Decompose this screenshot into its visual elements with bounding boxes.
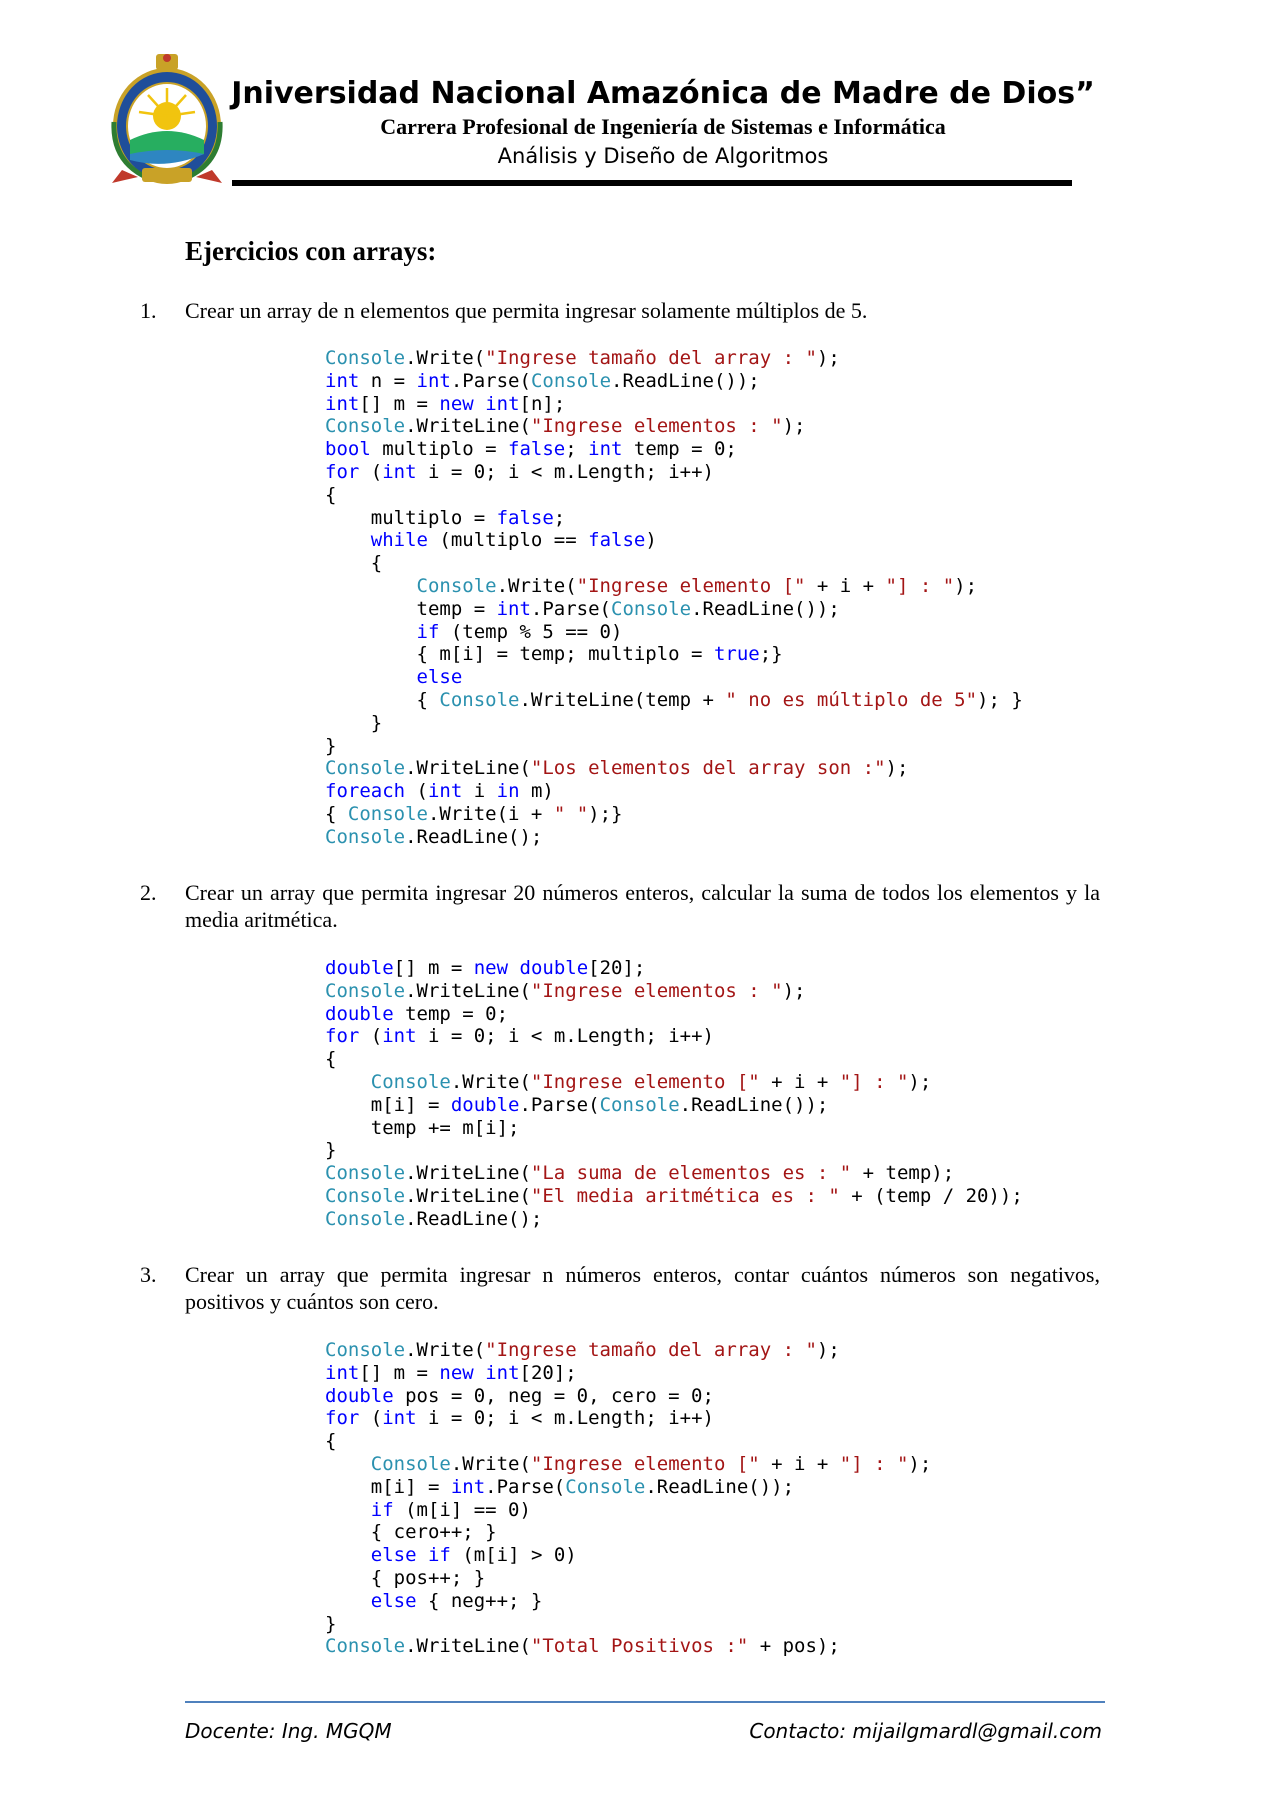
code-line: double pos = 0, neg = 0, cero = 0; — [325, 1384, 714, 1407]
code-line: Console.ReadLine(); — [325, 825, 543, 848]
code-line: Console.WriteLine("Los elementos del array son :"); — [325, 757, 909, 780]
footer-divider — [185, 1701, 1105, 1703]
code-line: Console.ReadLine(); — [325, 1207, 543, 1230]
code-block-1 — [325, 347, 1023, 849]
code-line: while (multiplo == false) — [370, 529, 657, 552]
code-line: else — [416, 666, 463, 689]
exercise-number: 3. — [140, 1262, 157, 1287]
university-seal-icon — [108, 50, 226, 190]
code-line: } — [325, 1612, 337, 1635]
code-line: Console.Write("Ingrese elemento [" + i + "] : "); — [416, 574, 978, 597]
code-line: } — [325, 1139, 337, 1162]
code-line: for (int i = 0; i < m.Length; i++) — [325, 1025, 714, 1048]
code-line: } — [325, 711, 383, 734]
code-line: Console.Write("Ingrese tamaño del array : "); — [325, 1339, 840, 1361]
code-line: m[i] = double.Parse(Console.ReadLine()); — [325, 1093, 829, 1116]
exercise-statement: Crear un array de n elementos que permita ingresar solamente múltiplos de 5. — [185, 298, 868, 323]
footer-teacher: Docente: Ing. MGQM — [185, 1719, 392, 1743]
code-line: if (m[i] == 0) — [370, 1498, 531, 1521]
exercise-3 — [140, 1261, 1100, 1315]
code-line: { — [325, 1430, 337, 1453]
exercise-statement: Crear un array que permita ingresar n números enteros, contar cuántos números son negativos, positivos y cuántos son cero. — [185, 1262, 1100, 1314]
code-block-2 — [325, 957, 1023, 1231]
header-divider — [232, 180, 1072, 186]
code-line: for (int i = 0; i < m.Length; i++) — [325, 460, 714, 483]
code-line: { Console.WriteLine(temp + " no es múltiplo de 5"); } — [325, 688, 1023, 711]
code-line: for (int i = 0; i < m.Length; i++) — [325, 1407, 714, 1430]
exercise-1 — [140, 297, 1100, 324]
code-line: Console.Write("Ingrese elemento [" + i + "] : "); — [370, 1452, 932, 1475]
code-line: int n = int.Parse(Console.ReadLine()); — [325, 369, 760, 392]
code-line: double[] m = new double[20]; — [325, 957, 646, 979]
footer-contact: Contacto: mijailgmardl@gmail.com — [749, 1719, 1102, 1743]
code-line: Console.Write("Ingrese elemento [" + i + "] : "); — [370, 1070, 932, 1093]
code-line: temp += m[i]; — [325, 1116, 520, 1139]
document-heading: Ejercicios con arrays: — [185, 236, 437, 266]
code-line: { pos++; } — [325, 1566, 486, 1589]
code-line: bool multiplo = false; int temp = 0; — [325, 438, 737, 461]
code-line: { — [325, 552, 383, 575]
code-line: { cero++; } — [325, 1521, 497, 1544]
code-line: int[] m = new int[n]; — [325, 392, 566, 415]
exercise-2 — [140, 879, 1100, 933]
exercise-number: 2. — [140, 880, 157, 905]
code-line: else if (m[i] > 0) — [370, 1544, 577, 1567]
exercise-statement: Crear un array que permita ingresar 20 números enteros, calcular la suma de todos los elementos y la media aritmética. — [185, 880, 1100, 932]
code-line: else { neg++; } — [370, 1589, 543, 1612]
code-line: Console.WriteLine("Total Positivos :" + pos); — [325, 1635, 840, 1658]
code-line: { — [325, 1048, 337, 1071]
code-line: Console.WriteLine("La suma de elementos es : " + temp); — [325, 1162, 955, 1185]
code-line: temp = int.Parse(Console.ReadLine()); — [325, 597, 840, 620]
code-line: Console.Write("Ingrese tamaño del array : "); — [325, 347, 840, 369]
code-block-3 — [325, 1339, 931, 1658]
exercise-number: 1. — [140, 298, 157, 323]
code-line: multiplo = false; — [325, 506, 566, 529]
code-line: int[] m = new int[20]; — [325, 1361, 577, 1384]
course-name: Análisis y Diseño de Algoritmos — [497, 144, 829, 168]
code-line: Console.WriteLine("Ingrese elementos : "); — [325, 415, 806, 438]
code-line: if (temp % 5 == 0) — [416, 620, 623, 643]
institution-name: Jniversidad Nacional Amazónica de Madre de Dios” — [231, 76, 1095, 111]
code-line: Console.WriteLine("Ingrese elementos : "); — [325, 979, 806, 1002]
code-line: { m[i] = temp; multiplo = true;} — [325, 643, 783, 666]
code-line: { — [325, 483, 337, 506]
code-line: Console.WriteLine("El media aritmética es : " + (temp / 20)); — [325, 1184, 1023, 1207]
department-name: Carrera Profesional de Ingeniería de Sistemas e Informática — [380, 114, 946, 139]
code-line: { Console.Write(i + " ");} — [325, 802, 623, 825]
code-line: foreach (int i in m) — [325, 780, 554, 803]
code-line: m[i] = int.Parse(Console.ReadLine()); — [325, 1475, 795, 1498]
code-line: } — [325, 734, 337, 757]
code-line: double temp = 0; — [325, 1002, 509, 1025]
